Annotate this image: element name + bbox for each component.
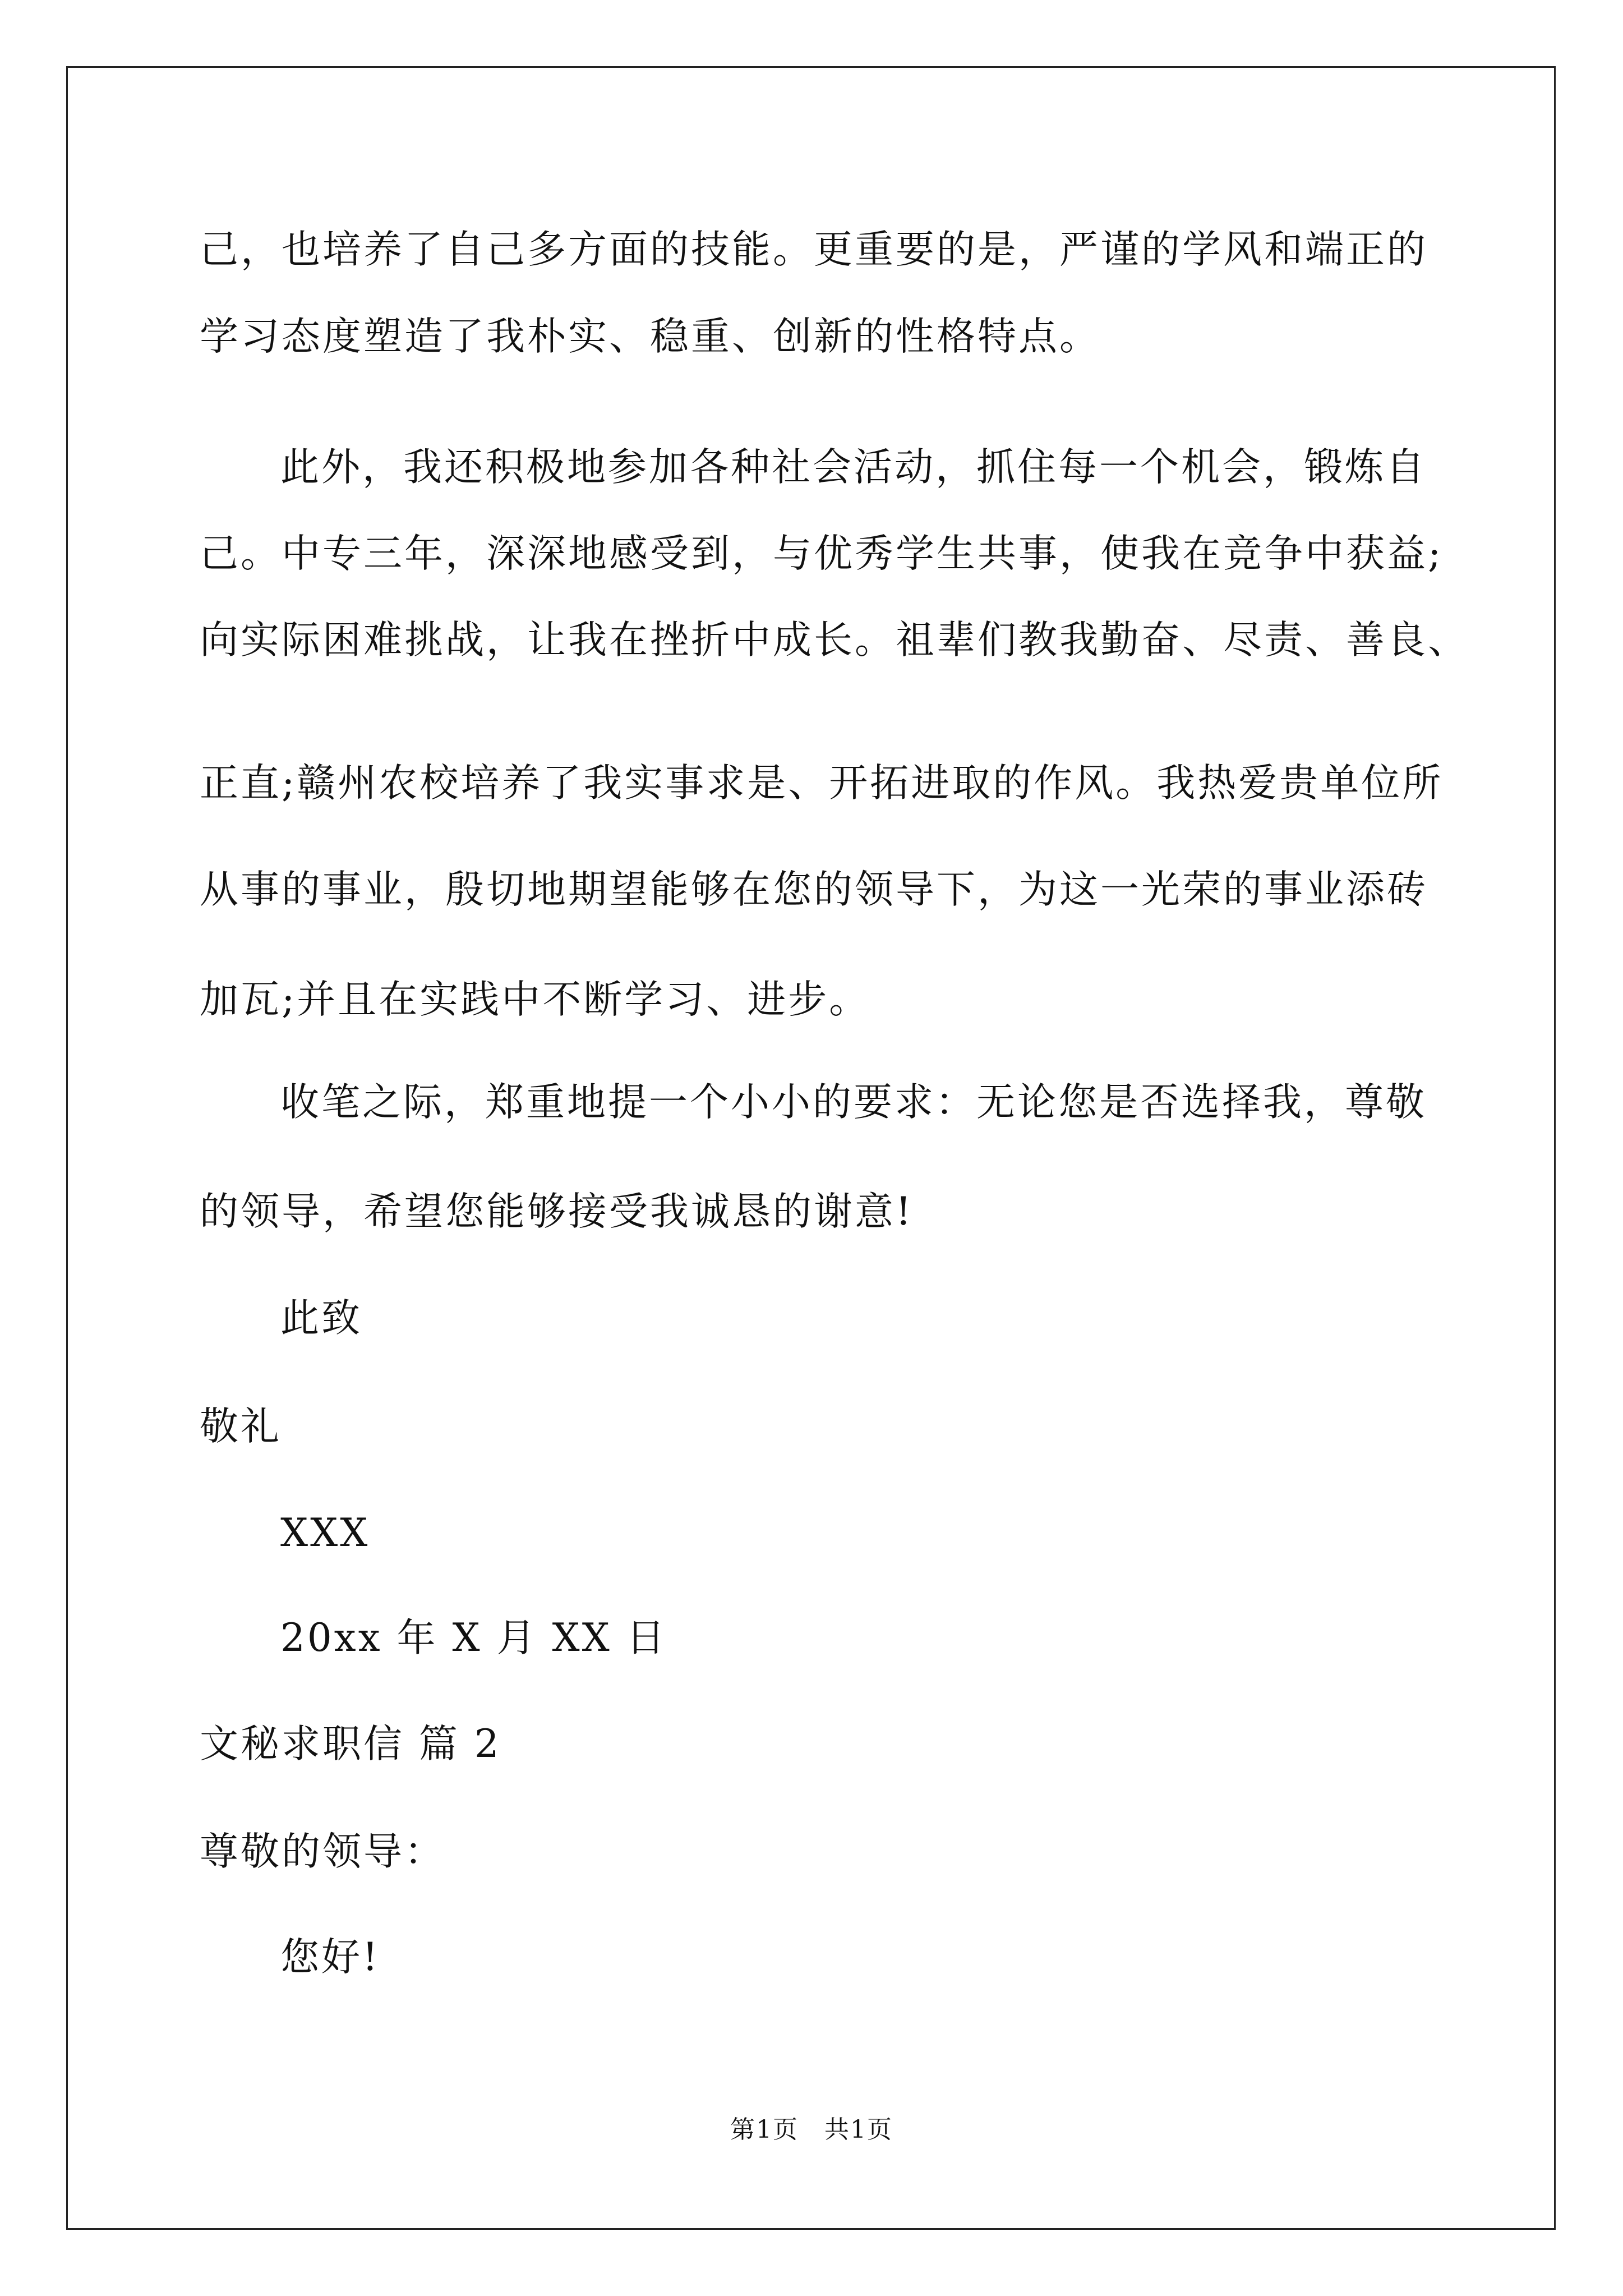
paragraph-line: 的领导，希望您能够接受我诚恳的谢意! [200,1189,914,1234]
greeting-line: 尊敬的领导： [200,1829,445,1874]
section-heading: 文秘求职信 篇 2 [200,1722,501,1766]
paragraph-line: 向实际困难挑战，让我在挫折中成长。祖辈们教我勤奋、尽责、善良、 [200,618,1469,662]
paragraph-line: 己。中专三年，深深地感受到，与优秀学生共事，使我在竞争中获益; [200,531,1444,576]
salutation-line: 敬礼 [200,1404,282,1449]
paragraph-line: 正直;赣州农校培养了我实事求是、开拓进取的作风。我热爱贵单位所 [200,761,1444,806]
greeting-line: 您好! [280,1935,380,1980]
signature-date: 20xx 年 X 月 XX 日 [280,1616,667,1660]
paragraph-line: 己，也培养了自己多方面的技能。更重要的是，严谨的学风和端正的 [200,227,1428,272]
paragraph-line: 从事的事业，殷切地期望能够在您的领导下，为这一光荣的事业添砖 [200,867,1428,912]
page-footer: 第1页 共1页 [730,2115,893,2144]
signature-name: XXX [280,1511,370,1556]
paragraph-line: 加瓦;并且在实践中不断学习、进步。 [200,977,870,1022]
paragraph-line: 收笔之际，郑重地提一个小小的要求：无论您是否选择我，尊敬 [280,1080,1427,1125]
paragraph-line: 学习态度塑造了我朴实、稳重、创新的性格特点。 [200,314,1100,359]
page-border [66,66,1556,2230]
paragraph-line: 此外，我还积极地参加各种社会活动，抓住每一个机会，锻炼自 [280,445,1427,490]
closing-line: 此致 [280,1296,362,1341]
